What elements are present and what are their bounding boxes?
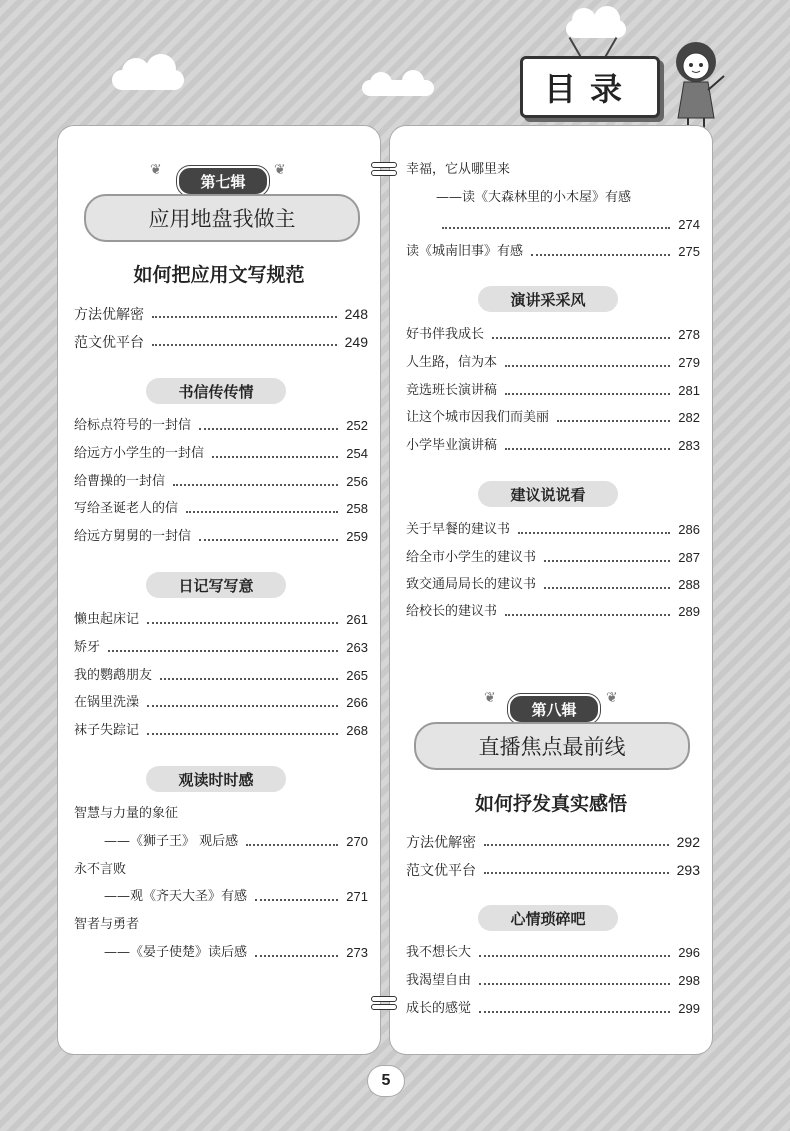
chapter-title: 直播焦点最前线 bbox=[414, 722, 690, 770]
section-title: 演讲采采风 bbox=[478, 286, 618, 312]
leader-dots bbox=[479, 983, 670, 985]
toc-entry-page: 299 bbox=[678, 1001, 700, 1016]
toc-entry-subtitle: ——《晏子使楚》读后感 bbox=[104, 945, 248, 960]
leader-dots bbox=[492, 337, 670, 339]
toc-entry[interactable] bbox=[406, 602, 700, 622]
toc-entry[interactable] bbox=[406, 353, 700, 373]
leader-dots bbox=[544, 560, 670, 562]
toc-entry[interactable] bbox=[406, 325, 700, 345]
toc-entry-page: 268 bbox=[346, 723, 368, 738]
toc-entry-title: 方法优解密 bbox=[406, 834, 476, 850]
toc-entry-title[interactable]: 幸福，它从哪里来 bbox=[406, 162, 511, 177]
toc-entry-title: 人生路，信为本 bbox=[406, 355, 498, 370]
toc-entry-title[interactable]: 智者与勇者 bbox=[74, 917, 140, 932]
spiral-binding-icon bbox=[371, 160, 397, 172]
toc-entry[interactable] bbox=[406, 520, 700, 540]
toc-entry-page: 292 bbox=[676, 834, 700, 850]
toc-entry-page: 249 bbox=[344, 334, 368, 350]
chapter-badge: 第八辑 bbox=[508, 694, 600, 724]
toc-entry-page: 252 bbox=[346, 418, 368, 433]
leader-dots bbox=[108, 650, 338, 652]
toc-entry-title: 致交通局局长的建议书 bbox=[406, 577, 537, 592]
toc-entry-page: 281 bbox=[678, 383, 700, 398]
toc-entry[interactable] bbox=[406, 548, 700, 568]
toc-entry-page: 279 bbox=[678, 355, 700, 370]
toc-entry-page: 288 bbox=[678, 577, 700, 592]
toc-entry-page: 271 bbox=[346, 889, 368, 904]
leader-dots bbox=[531, 254, 670, 256]
toc-entry-page: 270 bbox=[346, 834, 368, 849]
toc-entry-page: 248 bbox=[344, 306, 368, 322]
leader-dots bbox=[544, 587, 670, 589]
toc-entry-title: 范文优平台 bbox=[74, 334, 144, 350]
section-title: 心情琐碎吧 bbox=[478, 905, 618, 931]
toc-entry-title: 给曹操的一封信 bbox=[74, 474, 166, 489]
leader-dots bbox=[147, 733, 338, 735]
section-heading: 如何把应用文写规范 bbox=[133, 264, 305, 286]
cloud-decoration bbox=[566, 20, 626, 38]
leader-dots bbox=[484, 872, 669, 874]
toc-entry-title: 范文优平台 bbox=[406, 862, 476, 878]
toc-entry[interactable] bbox=[74, 887, 368, 907]
toc-entry-title[interactable]: 智慧与力量的象征 bbox=[74, 806, 179, 821]
toc-entry-title: 关于早餐的建议书 bbox=[406, 522, 511, 537]
toc-entry-title: 写给圣诞老人的信 bbox=[74, 501, 179, 516]
leader-dots bbox=[442, 227, 670, 229]
toc-entry-page: 256 bbox=[346, 474, 368, 489]
hanging-string bbox=[569, 37, 582, 57]
toc-entry-title: 给校长的建议书 bbox=[406, 604, 498, 619]
page-title: 目录 bbox=[520, 56, 660, 118]
leader-dots bbox=[173, 484, 338, 486]
leader-dots bbox=[147, 705, 338, 707]
leader-dots bbox=[147, 622, 338, 624]
toc-entry-page: 258 bbox=[346, 501, 368, 516]
flourish-icon: ❦ bbox=[606, 690, 618, 706]
toc-entry[interactable] bbox=[74, 499, 368, 519]
spiral-binding-icon bbox=[371, 994, 397, 1006]
toc-entry[interactable] bbox=[406, 408, 700, 428]
toc-entry[interactable] bbox=[406, 215, 700, 235]
section-title: 日记写写意 bbox=[146, 572, 286, 598]
section-title: 建议说说看 bbox=[478, 481, 618, 507]
toc-entry-title[interactable]: 永不言败 bbox=[74, 862, 127, 877]
leader-dots bbox=[479, 1011, 670, 1013]
toc-entry-page: 265 bbox=[346, 668, 368, 683]
leader-dots bbox=[479, 955, 670, 957]
leader-dots bbox=[557, 420, 670, 422]
toc-entry[interactable] bbox=[74, 444, 368, 464]
toc-entry[interactable] bbox=[74, 666, 368, 686]
toc-entry-page: 282 bbox=[678, 410, 700, 425]
leader-dots bbox=[255, 899, 338, 901]
toc-entry-title: 给远方小学生的一封信 bbox=[74, 446, 205, 461]
toc-entry[interactable] bbox=[74, 721, 368, 741]
toc-entry-title: 让这个城市因我们而美丽 bbox=[406, 410, 550, 425]
toc-entry-page: 274 bbox=[678, 217, 700, 232]
chapter-title: 应用地盘我做主 bbox=[84, 194, 360, 242]
toc-entry-title: 懒虫起床记 bbox=[74, 612, 140, 627]
toc-entry[interactable] bbox=[406, 999, 700, 1019]
toc-entry-title: 袜子失踪记 bbox=[74, 723, 140, 738]
toc-entry[interactable] bbox=[406, 971, 700, 991]
toc-entry[interactable] bbox=[406, 943, 700, 963]
leader-dots bbox=[152, 344, 337, 346]
hanging-string bbox=[605, 37, 618, 57]
toc-entry-title: 在锅里洗澡 bbox=[74, 695, 140, 710]
leader-dots bbox=[505, 393, 670, 395]
toc-entry-title: 给全市小学生的建议书 bbox=[406, 550, 537, 565]
toc-entry[interactable] bbox=[74, 638, 368, 658]
toc-entry[interactable] bbox=[406, 832, 700, 852]
toc-entry-subtitle: ——观《齐天大圣》有感 bbox=[104, 889, 248, 904]
flourish-icon: ❦ bbox=[484, 690, 496, 706]
leader-dots bbox=[199, 428, 338, 430]
leader-dots bbox=[212, 456, 338, 458]
toc-entry[interactable] bbox=[406, 381, 700, 401]
toc-entry[interactable] bbox=[406, 242, 700, 262]
toc-entry-page: 261 bbox=[346, 612, 368, 627]
leader-dots bbox=[186, 511, 338, 513]
leader-dots bbox=[505, 614, 670, 616]
toc-entry-subtitle: ——读《大森林里的小木屋》有感 bbox=[436, 190, 632, 205]
leader-dots bbox=[160, 678, 338, 680]
section-title: 书信传传情 bbox=[146, 378, 286, 404]
flourish-icon: ❦ bbox=[150, 162, 162, 178]
page-number: 5 bbox=[368, 1066, 404, 1096]
toc-entry[interactable] bbox=[74, 304, 368, 324]
toc-entry-page: 298 bbox=[678, 973, 700, 988]
toc-entry-page: 293 bbox=[676, 862, 700, 878]
cloud-decoration bbox=[362, 80, 434, 96]
toc-entry-page: 273 bbox=[346, 945, 368, 960]
leader-dots bbox=[505, 365, 670, 367]
flourish-icon: ❦ bbox=[274, 162, 286, 178]
toc-entry[interactable] bbox=[74, 416, 368, 436]
toc-entry[interactable] bbox=[74, 472, 368, 492]
toc-entry-page: 278 bbox=[678, 327, 700, 342]
chapter-badge: 第七辑 bbox=[177, 166, 269, 196]
section-title: 观读时时感 bbox=[146, 766, 286, 792]
toc-entry-page: 289 bbox=[678, 604, 700, 619]
toc-entry-title: 给标点符号的一封信 bbox=[74, 418, 192, 433]
toc-entry-page: 254 bbox=[346, 446, 368, 461]
toc-entry[interactable] bbox=[74, 527, 368, 547]
toc-entry-page: 296 bbox=[678, 945, 700, 960]
toc-entry[interactable] bbox=[406, 575, 700, 595]
section-heading: 如何抒发真实感悟 bbox=[474, 793, 627, 815]
leader-dots bbox=[246, 844, 338, 846]
cloud-decoration bbox=[112, 70, 184, 90]
toc-entry-title: 矫牙 bbox=[74, 640, 101, 655]
toc-entry-page: 286 bbox=[678, 522, 700, 537]
leader-dots bbox=[255, 955, 338, 957]
toc-entry-page: 266 bbox=[346, 695, 368, 710]
toc-entry[interactable] bbox=[74, 943, 368, 963]
toc-entry-title: 给远方舅舅的一封信 bbox=[74, 529, 192, 544]
leader-dots bbox=[152, 316, 337, 318]
leader-dots bbox=[199, 539, 338, 541]
leader-dots bbox=[505, 448, 670, 450]
toc-entry-page: 283 bbox=[678, 438, 700, 453]
toc-entry[interactable] bbox=[74, 610, 368, 630]
toc-entry-page: 287 bbox=[678, 550, 700, 565]
toc-entry-title: 我不想长大 bbox=[406, 945, 472, 960]
leader-dots bbox=[484, 844, 669, 846]
toc-entry[interactable] bbox=[406, 436, 700, 456]
toc-entry-title: 我的鹦鹉朋友 bbox=[74, 668, 153, 683]
toc-entry-title: 读《城南旧事》有感 bbox=[406, 244, 524, 259]
toc-entry-title: 竞选班长演讲稿 bbox=[406, 383, 498, 398]
toc-entry[interactable] bbox=[74, 693, 368, 713]
toc-entry-page: 263 bbox=[346, 640, 368, 655]
toc-entry-subtitle: ——《狮子王》 观后感 bbox=[104, 834, 239, 849]
leader-dots bbox=[518, 532, 670, 534]
toc-entry[interactable] bbox=[406, 860, 700, 880]
toc-entry-title: 成长的感觉 bbox=[406, 1001, 472, 1016]
toc-entry[interactable] bbox=[74, 832, 368, 852]
toc-entry-title: 小学毕业演讲稿 bbox=[406, 438, 498, 453]
toc-entry-page: 259 bbox=[346, 529, 368, 544]
toc-entry-title: 我渴望自由 bbox=[406, 973, 472, 988]
toc-entry-page: 275 bbox=[678, 244, 700, 259]
toc-entry-title: 好书伴我成长 bbox=[406, 327, 485, 342]
toc-entry-title: 方法优解密 bbox=[74, 306, 144, 322]
toc-entry[interactable] bbox=[74, 332, 368, 352]
